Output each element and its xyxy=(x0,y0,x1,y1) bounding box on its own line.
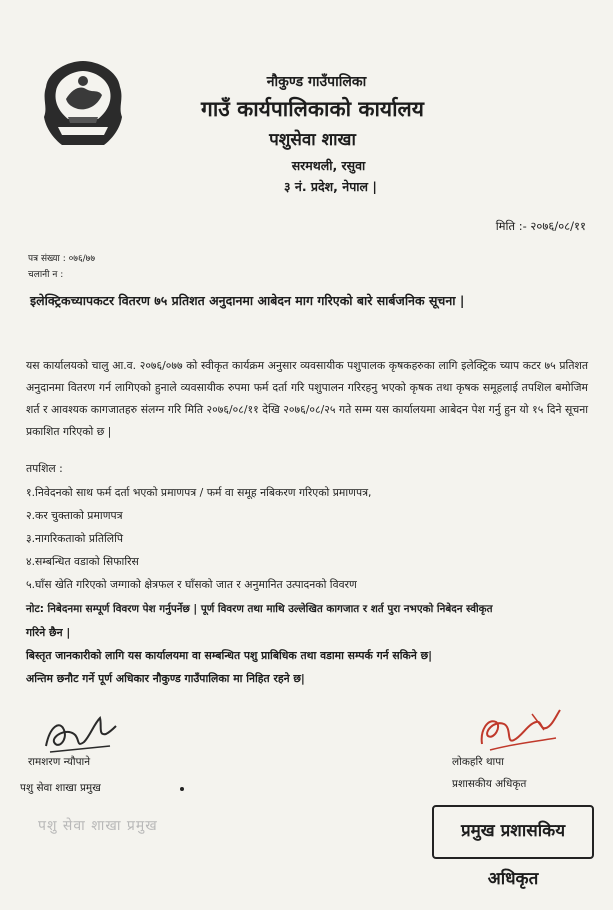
list-item: ४.सम्बन्धित वडाको सिफारिस xyxy=(26,555,139,568)
dispatch-number: चलानी न : xyxy=(28,270,64,280)
letter-number: पत्र संख्या : ०७६/७७ xyxy=(28,254,96,264)
note-line: नोट: निबेदनमा सम्पूर्ण विवरण पेश गर्नुपर्नेछ | पूर्ण विवरण तथा माथि उल्लेखित कागजात र शर्त पुरा नभएको निबेदन स्वीकृत xyxy=(26,603,493,615)
notice-body: यस कार्यालयको चालु आ.व. २०७६/०७७ को स्वीकृत कार्यक्रम अनुसार व्यवसायीक पशुपालक कृषकहरुका लागि इलेक्ट्रिक च्याप कटर ७५ प्रतिशत अनुदानमा वितरण गर्न लागिएको हुनाले व्यवसायीक रुपमा फर्म दर्ता गरि पशुपालन गरिरहनु भएको कृषक तथा कृषक समूहलाई तपशिल बमोजिम शर्त र आवश्यक कागजातहरु संलग्न गरि मिति २०७६/०८/११ देखि २०७६/०८/२५ गते सम्म यस कार्यालयमा आबेदन पेश गर्नु हुन यो १५ दिने सूचना प्रकाशित गरिएको छ | xyxy=(26,359,588,438)
province-country: ३ नं. प्रदेश, नेपाल | xyxy=(284,179,377,194)
left-signatory-title: पशु सेवा शाखा प्रमुख xyxy=(20,782,101,794)
list-item: ५.घाँस खेति गरिएको जग्गाको क्षेत्रफल र घाँसको जात र अनुमानित उत्पादनको विवरण xyxy=(26,578,357,591)
notice-subject: इलेक्ट्रिकच्यापकटर वितरण ७५ प्रतिशत अनुदानमा आबेदन माग गरिएको बारे सार्बजनिक सूचना | xyxy=(30,293,465,308)
office-name: गाउँ कार्यपालिकाको कार्यालय xyxy=(201,97,424,121)
letter-date: मिति :- २०७६/०८/११ xyxy=(495,219,586,233)
office-address: सरमथली, रसुवा xyxy=(291,158,366,173)
list-item: ३.नागरिकताको प्रतिलिपि xyxy=(26,532,124,545)
left-signatory-name: रामशरण न्यौपाने xyxy=(28,756,91,768)
info-line: बिस्तृत जानकारीको लागि यस कार्यालयमा वा सम्बन्धित पशु प्राबिधिक तथा वडामा सम्पर्क गर्न सकिने छ| xyxy=(26,649,433,662)
right-signatory-title: प्रशासकीय अधिकृत xyxy=(452,778,527,790)
section-name: पशुसेवा शाखा xyxy=(269,130,356,150)
right-signatory-name: लोकहरि थापा xyxy=(452,756,504,768)
municipality-name: नौकुण्ड गाउँपालिका xyxy=(266,74,367,90)
right-signature xyxy=(472,700,564,756)
ink-dot xyxy=(180,787,184,791)
list-item: २.कर चुक्ताको प्रमाणपत्र xyxy=(26,509,123,522)
authority-line: अन्तिम छनौट गर्ने पूर्ण अधिकार नौकुण्ड गाउँपालिका मा निहित रहने छ| xyxy=(26,672,305,685)
faded-stamp: पशु सेवा शाखा प्रमुख xyxy=(38,818,158,834)
official-stamp: प्रमुख प्रशासकिय अधिकृत xyxy=(432,805,594,859)
tapsil-heading: तपशिल : xyxy=(26,462,63,475)
list-item: १.निवेदनको साथ फर्म दर्ता भएको प्रमाणपत्र / फर्म वा समूह नबिकरण गरिएको प्रमाणपत्र, xyxy=(26,486,372,499)
left-signature xyxy=(40,706,120,758)
note-continuation: गरिने छैन | xyxy=(26,626,71,639)
